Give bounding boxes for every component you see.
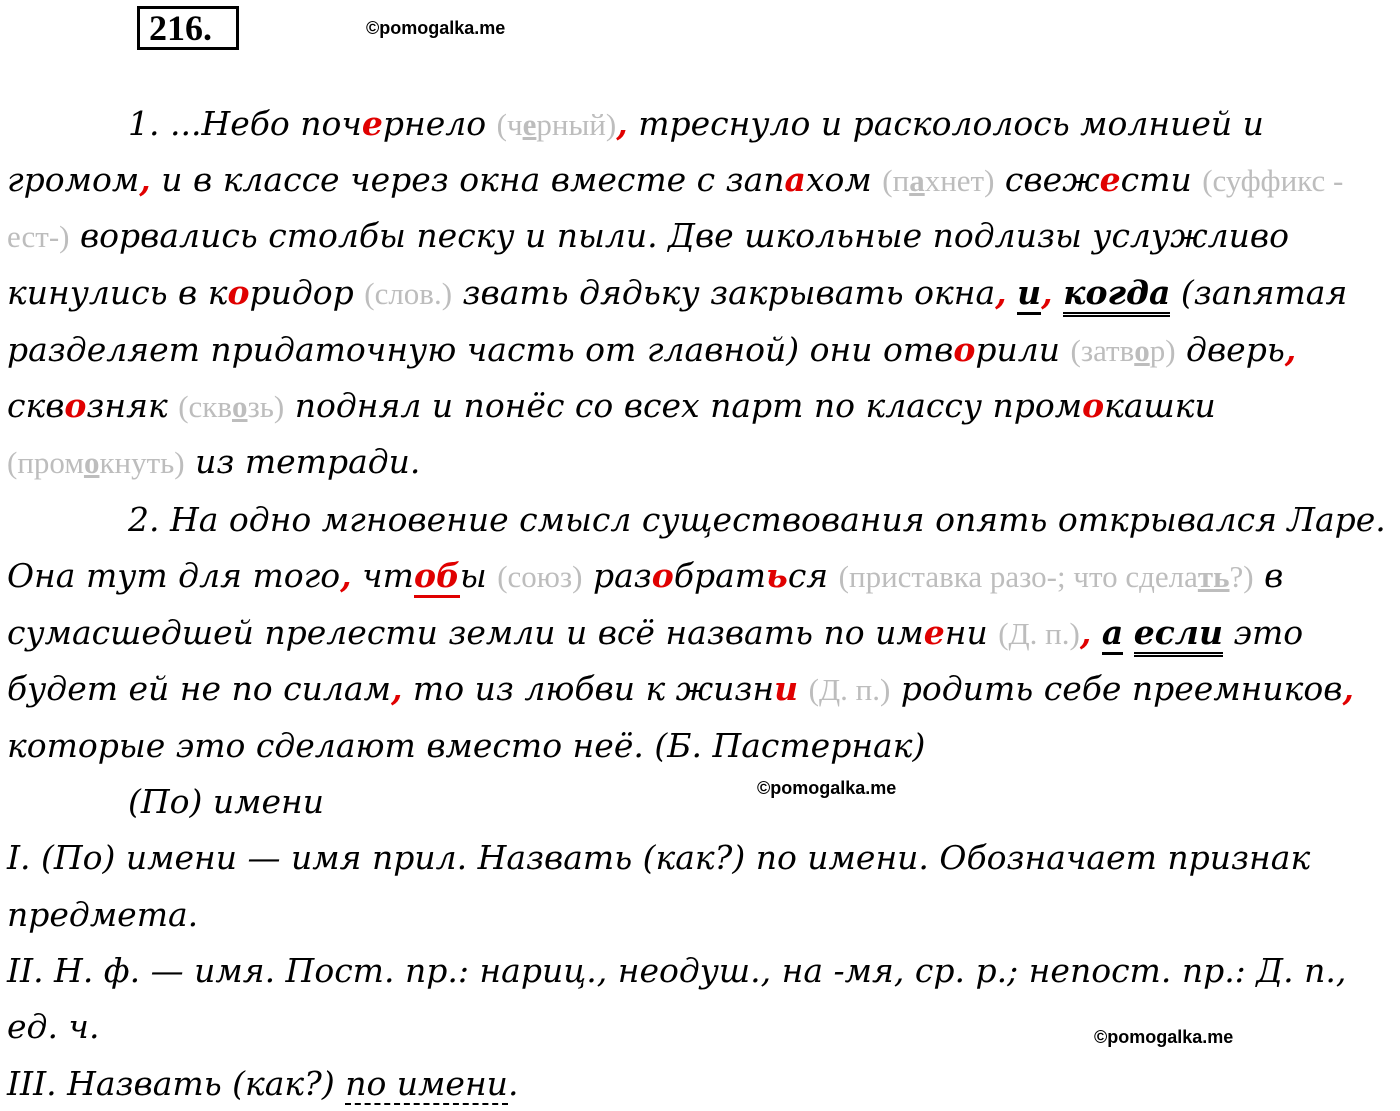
p2-line-2: Она тут для того, чтобы (союз) разобраться (приставка разо-; что сделать?) в: [7, 556, 1283, 597]
analysis-line-3: II. Н. ф. — имя. Пост. пр.: нариц., неодуш., на -мя, ср. р.; непост. пр.: Д. п.,: [7, 951, 1347, 990]
p1-line-5: разделяет придаточную часть от главной) они отворили (затвор) дверь,: [7, 330, 1297, 369]
analysis-line-2: предмета.: [7, 895, 199, 934]
analysis-line-1: I. (По) имени — имя прил. Назвать (как?) по имени. Обозначает признак: [7, 838, 1311, 877]
p1-line-3: ест-) ворвались столбы песку и пыли. Две школьные подлизы услужливо: [7, 216, 1289, 255]
exercise-number: 216.: [137, 6, 239, 50]
analysis-line-5: III. Назвать (как?) по имени.: [7, 1064, 519, 1103]
p1-line-7: (промокнуть) из тетради.: [7, 442, 421, 481]
analysis-line-4: ед. ч.: [7, 1007, 100, 1046]
watermark-top: ©pomogalka.me: [366, 18, 506, 38]
p1-line-6: сквозняк (сквозь) поднял и понёс со всех парт по классу промокашки: [7, 386, 1216, 425]
watermark-bottom: ©pomogalka.me: [1094, 1027, 1234, 1047]
p1-line-2: громом, и в классе через окна вместе с запахом (пахнет) свежести (суффикс -: [7, 160, 1344, 199]
p2-line-4: будет ей не по силам, то из любви к жизни (Д. п.) родить себе преемников,: [7, 669, 1354, 708]
analysis-title: (По) имени: [128, 782, 325, 821]
p2-line-1: 2. На одно мгновение смысл существования опять открывался Ларе.: [128, 500, 1386, 539]
p2-line-3: сумасшедшей прелести земли и всё назвать по имени (Д. п.), а если это: [7, 613, 1303, 654]
p1-line-1: 1. ...Небо почернело (черный), треснуло и раскололось молнией и: [128, 104, 1264, 143]
p2-line-5: которые это сделают вместо неё. (Б. Пастернак): [7, 726, 926, 765]
p1-line-4: кинулись в коридор (слов.) звать дядьку закрывать окна, и, когда (запятая: [7, 273, 1347, 314]
watermark-mid: ©pomogalka.me: [757, 778, 897, 798]
